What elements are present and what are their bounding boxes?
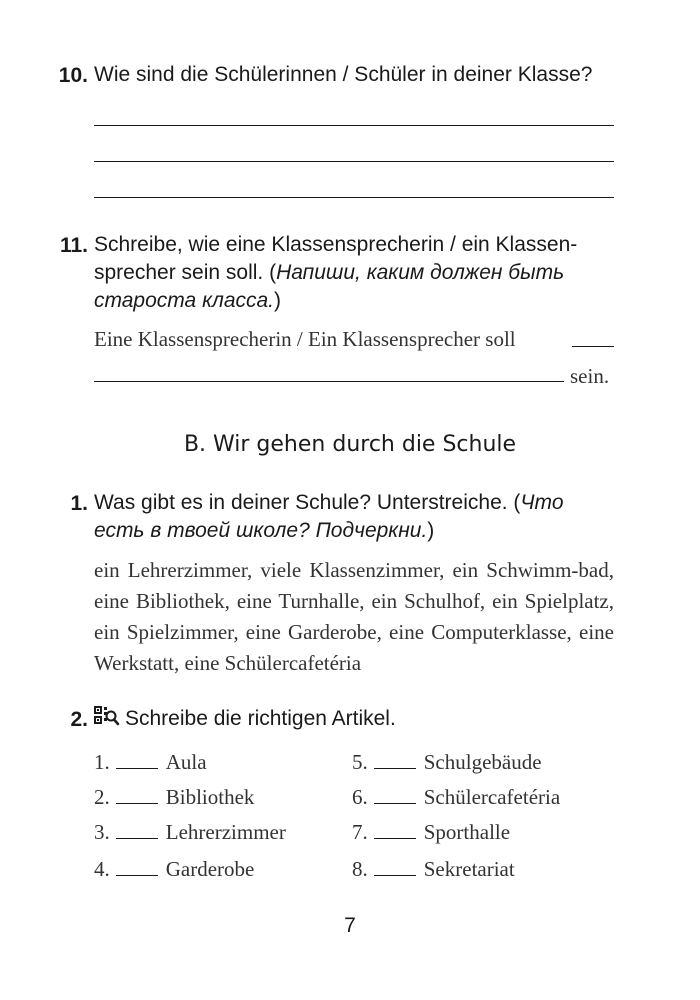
article-item-number: 2. xyxy=(94,785,110,809)
article-blank-5[interactable] xyxy=(374,768,416,769)
article-item-1 xyxy=(94,750,207,775)
task-b2-number: 2. xyxy=(70,708,88,731)
article-blank-8[interactable] xyxy=(374,875,416,876)
task-11-number: 11. xyxy=(59,234,88,257)
task-10-question: Wie sind die Schülerinnen / Schüler in deiner Klasse? xyxy=(94,63,593,86)
task-b1-line-1-plain: Was gibt es in deiner Schule? Unterstreiche. ( xyxy=(94,491,521,514)
task-10-number: 10. xyxy=(58,64,88,87)
article-item-word: Garderobe xyxy=(165,857,255,881)
task-11-line-3-italic: староста класса. xyxy=(94,289,275,312)
article-item-word: Lehrerzimmer xyxy=(165,820,286,844)
article-item-word: Aula xyxy=(165,750,207,774)
article-item-word: Schulgebäude xyxy=(423,750,542,774)
article-item-number: 6. xyxy=(352,785,368,809)
task-11-answer-line-b[interactable] xyxy=(94,381,564,382)
article-item-7 xyxy=(352,820,510,845)
task-b1-line-1-italic: Что xyxy=(520,491,564,514)
article-item-5 xyxy=(352,750,542,775)
task-b1-line-2-plain: ) xyxy=(427,519,435,542)
article-item-4 xyxy=(94,857,254,882)
task-11-answer-end: sein. xyxy=(570,364,610,388)
article-item-2 xyxy=(94,785,254,810)
article-blank-7[interactable] xyxy=(374,838,416,839)
task-11-line-1: Schreibe, wie eine Klassensprecherin / ein Klassen- xyxy=(94,233,578,256)
article-blank-6[interactable] xyxy=(374,803,416,804)
article-item-number: 7. xyxy=(352,820,368,844)
task-b1-line-1 xyxy=(94,489,634,517)
article-item-number: 1. xyxy=(94,750,110,774)
task-b2-instruction: Schreibe die richtigen Artikel. xyxy=(125,707,396,730)
task-b1-question xyxy=(94,489,634,545)
section-b-title: B. Wir gehen durch die Schule xyxy=(183,432,517,457)
task-11-question xyxy=(94,231,624,315)
task-b1-items: ein Lehrerzimmer, viele Klassenzimmer, ein Schwimm-bad, eine Bibliothek, eine Turnhalle, ein Schulhof, ein Spielplatz, ein Spielzimmer, eine Garderobe, eine Computerklasse, eine Werkstatt, eine Schülercafetéria xyxy=(94,558,614,675)
task-11-line-2-plain: sprecher sein soll. ( xyxy=(94,261,277,284)
task-11-answer-line-a[interactable] xyxy=(572,346,614,347)
task-b1-line-2-italic: есть в твоей школе? Подчеркни. xyxy=(94,519,428,542)
article-item-number: 5. xyxy=(352,750,368,774)
article-blank-2[interactable] xyxy=(116,803,158,804)
qr-search-icon xyxy=(94,706,120,728)
task-11-line-3-plain: ) xyxy=(274,289,282,312)
article-blank-4[interactable] xyxy=(116,875,158,876)
article-item-number: 3. xyxy=(94,820,110,844)
task-11-line-2 xyxy=(94,259,624,287)
article-item-6 xyxy=(352,785,560,810)
task-11-line-3 xyxy=(94,287,624,315)
article-item-number: 4. xyxy=(94,857,110,881)
article-item-word: Bibliothek xyxy=(165,785,255,809)
task-b1-line-2 xyxy=(94,517,634,545)
page-number: 7 xyxy=(344,914,356,937)
task-11-answer-start: Eine Klassensprecherin / Ein Klassensprecher soll xyxy=(94,327,516,351)
task-b1-number: 1. xyxy=(70,492,88,515)
article-item-number: 8. xyxy=(352,857,368,881)
article-item-word: Schülercafetéria xyxy=(423,785,561,809)
answer-line-1[interactable] xyxy=(94,125,614,126)
article-blank-3[interactable] xyxy=(116,838,158,839)
article-item-word: Sporthalle xyxy=(423,820,511,844)
article-item-8 xyxy=(352,857,515,882)
answer-line-3[interactable] xyxy=(94,197,614,198)
answer-line-2[interactable] xyxy=(94,161,614,162)
article-blank-1[interactable] xyxy=(116,768,158,769)
article-item-word: Sekretariat xyxy=(423,857,515,881)
task-11-line-2-italic: Напиши, каким должен быть xyxy=(276,261,565,284)
article-item-3 xyxy=(94,820,286,845)
